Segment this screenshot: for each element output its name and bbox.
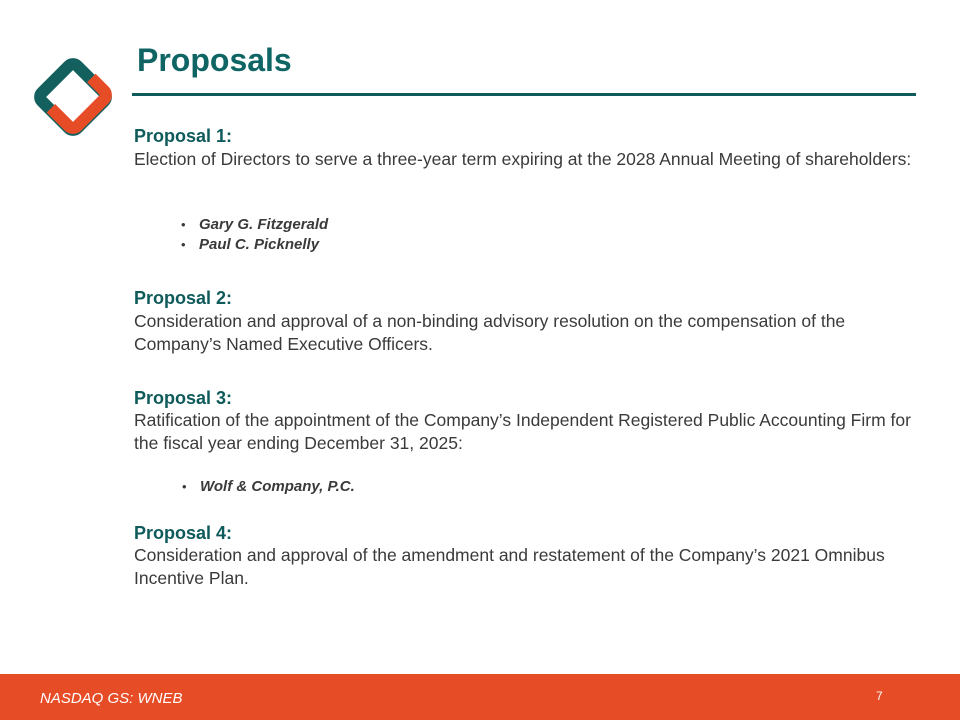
proposal-4-description: Consideration and approval of the amendment and restatement of the Company’s 2021 Omnibus Incentive Plan. xyxy=(134,545,885,588)
proposal-3-description: Ratification of the appointment of the Company’s Independent Registered Public Accounting Firm for the fiscal year ending December 31, 2025: xyxy=(134,410,911,453)
proposal-1-description: Election of Directors to serve a three-year term expiring at the 2028 Annual Meeting of shareholders: xyxy=(134,149,912,169)
proposal-1-heading: Proposal 1: xyxy=(134,126,233,146)
proposal-1-nominee-list xyxy=(181,215,328,254)
proposal-3-firm-list xyxy=(182,477,355,497)
company-logo xyxy=(24,46,122,146)
proposal-2-heading: Proposal 2: xyxy=(134,288,233,308)
proposal-2-description: Consideration and approval of a non-binding advisory resolution on the compensation of the Company’s Named Executive Officers. xyxy=(134,311,846,354)
stock-ticker: NASDAQ GS: WNEB xyxy=(40,690,183,707)
proposal-4-heading: Proposal 4: xyxy=(134,523,233,543)
footer-bar xyxy=(0,674,960,720)
list-item xyxy=(182,477,355,497)
bullet-icon: • xyxy=(181,217,186,232)
proposal-3-heading: Proposal 3: xyxy=(134,388,233,408)
firm-name: Wolf & Company, P.C. xyxy=(200,478,355,495)
page-number: 7 xyxy=(876,689,883,703)
list-item xyxy=(181,235,328,255)
nominee-name: Paul C. Picknelly xyxy=(199,235,320,253)
bullet-icon: • xyxy=(181,236,186,252)
page-title: Proposals xyxy=(137,42,292,78)
nominee-name: Gary G. Fitzgerald xyxy=(199,216,329,233)
logo-teal-diamond xyxy=(38,62,109,133)
bullet-icon: • xyxy=(182,479,187,494)
list-item xyxy=(181,215,328,235)
logo-orange-diamond xyxy=(38,60,109,131)
title-divider xyxy=(132,93,916,96)
